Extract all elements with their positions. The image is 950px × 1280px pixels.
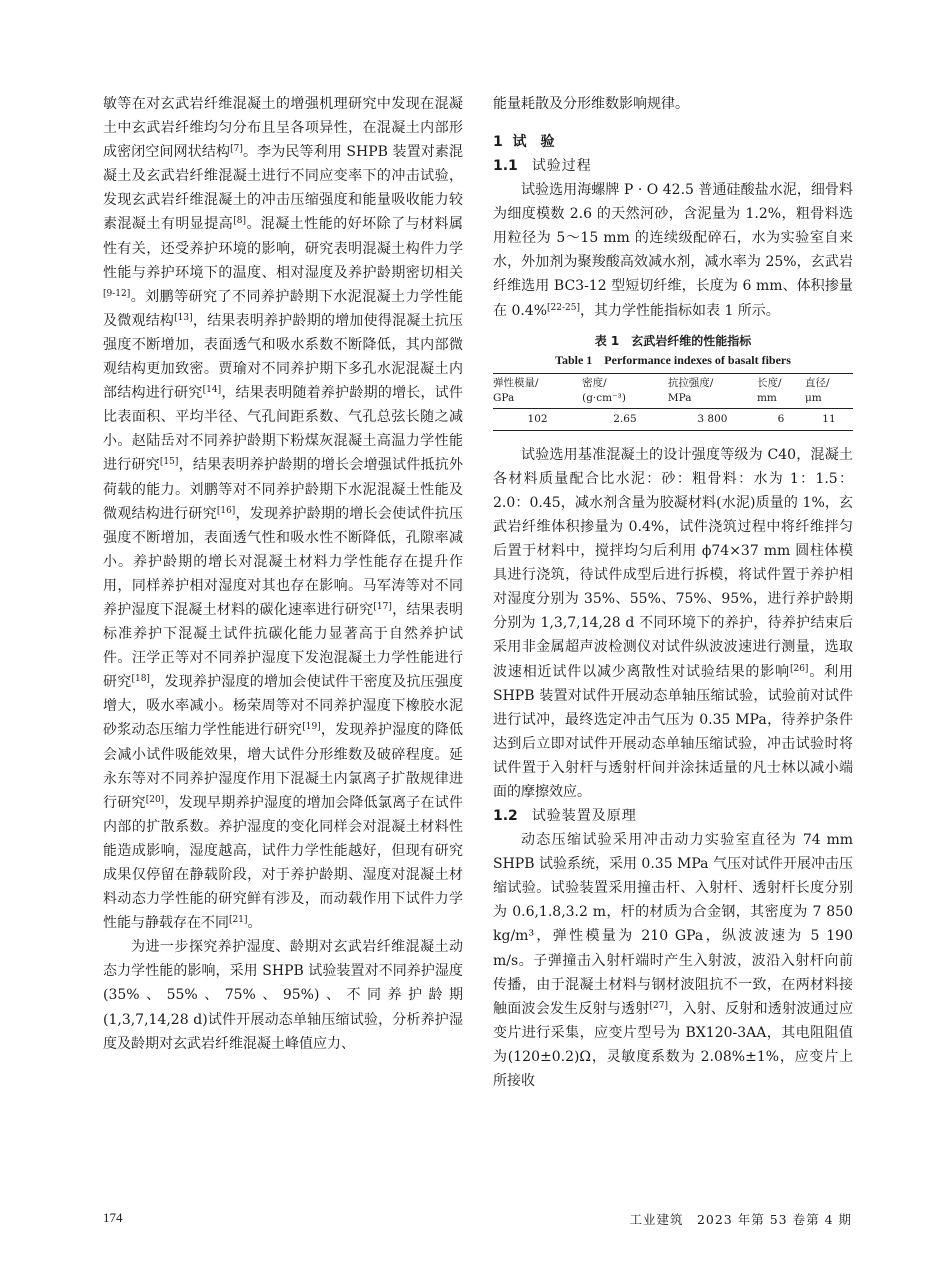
section-heading-experiment: 1 试 验 — [493, 134, 555, 151]
table-header-cell: 弹性模量/ GPa — [493, 373, 582, 408]
table-header-cell: 直径/ μm — [805, 373, 853, 408]
table-cell: 3 800 — [668, 408, 757, 430]
citation: [20] — [145, 794, 165, 805]
table-header-row — [493, 373, 853, 408]
left-column — [103, 92, 463, 1056]
citation: [9-12] — [103, 288, 131, 299]
citation: [16] — [216, 505, 236, 516]
right-column — [493, 92, 853, 1093]
citation: [26] — [789, 663, 809, 674]
table-header-cell: 密度/ (g·cm⁻³) — [582, 373, 668, 408]
fiber-properties-table — [493, 373, 853, 431]
citation: [13] — [174, 312, 193, 323]
table-header-cell: 抗拉强度/ MPa — [668, 373, 757, 408]
citation: [17] — [373, 601, 392, 612]
citation: [15] — [159, 457, 179, 468]
paragraph-purpose: 为进一步探究养护湿度、龄期对玄武岩纤维混凝土动态力学性能的影响，采用 SHPB 试验装置对不同养护湿度(35%、55%、75%、95%)、不同养护龄期(1,3,7,14,28 d)试件开展动态单轴压缩试验，分析养护湿度及龄期对玄武岩纤维混凝土峰值应力、 — [103, 939, 463, 1052]
citation: [19] — [302, 722, 321, 733]
paragraph-continued: 能量耗散及分形维数影响规律。 — [493, 96, 689, 112]
citation: [21] — [229, 915, 248, 926]
citation: [14] — [202, 385, 222, 396]
citation: [8] — [233, 216, 246, 227]
table-row — [493, 408, 853, 430]
citation: [22-25] — [547, 302, 580, 313]
citation: [18] — [131, 674, 150, 685]
paragraph-materials: 试验选用海螺牌 P · O 42.5 普通硅酸盐水泥，细骨料为细度模数 2.6 的天然河砂，含泥量为 1.2%，粗骨料选用粒径为 5～15 mm 的连续级配碎石，水为实验室自来水，外加剂为聚羧酸高效减水剂，减水率为 25%，玄武岩纤维选用 BC3-12 型短切纤维，长度为 6 mm、体积掺量在 0.4%[22-25]，其力学性能指标如表 1 所示。 — [493, 182, 853, 319]
subsection-heading-apparatus: 1.2 试验装置及原理 — [493, 808, 637, 825]
table-caption-en: Table 1 Performance indexes of basalt fibers — [555, 352, 791, 367]
table-caption-cn: 表 1 玄武岩纤维的性能指标 — [594, 333, 752, 348]
paragraph-shpb-setup: 动态压缩试验采用冲击动力实验室直径为 74 mm SHPB 试验系统，采用 0.35 MPa 气压对试件开展冲击压缩试验。试验装置采用撞击杆、入射杆、透射杆长度分别为 0.6,1.8,3.2 m，杆的材质为合金钢，其密度为 7 850 kg/m³，弹性模量为 210 GPa，纵波波速为 5 190 m/s。子弹撞击入射杆端时产生入射波，波沿入射杆向前传播，由于混凝土材料与钢材波阻抗不一致，在两材料接触面波会发生反射与透射[27]，入射、反射和透射波通过应变片进行采集，应变片型号为 BX120-3AA，其电阻阻值为(120±0.2)Ω，灵敏度系数为 2.08%±1%，应变片上所接收 — [493, 832, 854, 1089]
journal-info: 工业建筑 2023 年第 53 卷第 4 期 — [629, 1212, 852, 1227]
table-cell: 102 — [493, 408, 582, 430]
page-number: 174 — [103, 1210, 123, 1225]
table-header-cell: 长度/ mm — [757, 373, 805, 408]
paragraph-intro-review: 敏等在对玄武岩纤维混凝土的增强机理研究中发现在混凝土中玄武岩纤维均匀分布且呈各项异性，在混凝土内部形成密闭空间网状结构[7]。李为民等利用 SHPB 装置对素混凝土及玄武岩纤维混凝土进行不同应变率下的冲击试验，发现玄武岩纤维混凝土的冲击压缩强度和能量吸收能力较素混凝土有明显提高[8]。混凝土性能的好坏除了与材料属性有关，还受养护环境的影响，研究表明混凝土构件力学性能与养护环境下的温度、相对湿度及养护龄期密切相关[9-12]。刘鹏等研究了不同养护龄期下水泥混凝土力学性能及微观结构[13]，结果表明养护龄期的增加使得混凝土抗压强度不断增加，表面透气和吸水系数不断降低，其内部微观结构更加致密。贾瑜对不同养护期下多孔水泥混凝土内部结构进行研究[14]，结果表明随着养护龄期的增长，试件比表面积、平均半径、气孔间距系数、气孔总弦长随之减小。赵陆岳对不同养护龄期下粉煤灰混凝土高温力学性能进行研究[15]，结果表明养护龄期的增长会增强试件抵抗外荷载的能力。刘鹏等对不同养护龄期下水泥混凝土性能及微观结构进行研究[16]，发现养护龄期的增长会使试件抗压强度不断增加，表面透气性和吸水性不断降低，孔隙率减小。养护龄期的增长对混凝土材料力学性能存在提升作用，同样养护相对湿度对其也存在影响。马军涛等对不同养护湿度下混凝土材料的碳化速率进行研究[17]，结果表明标准养护下混凝土试件抗碳化能力显著高于自然养护试件。汪学正等对不同养护湿度下发泡混凝土力学性能进行研究[18]，发现养护湿度的增加会使试件干密度及抗压强度增大，吸水率减小。杨荣周等对不同养护湿度下橡胶水泥砂浆动态压缩力学性能进行研究[19]，发现养护湿度的降低会减小试件吸能效果，增大试件分形维数及破碎程度。延永东等对不同养护湿度作用下混凝土内氯离子扩散规律进行研究[20]，发现早期养护湿度的增加会降低氯离子在试件内部的扩散系数。养护湿度的变化同样会对混凝土材料性能造成影响，湿度越高，试件力学性能越好，但现有研究成果仅停留在静载阶段，对于养护龄期、湿度对混凝土材料动态力学性能的研究鲜有涉及，而动载作用下试件力学性能与静载存在不同[21]。 — [103, 96, 464, 932]
citation: [7] — [230, 144, 243, 155]
table-cell: 2.65 — [582, 408, 668, 430]
table-cell: 11 — [805, 408, 853, 430]
citation: [27] — [649, 1000, 669, 1011]
table-cell: 6 — [757, 408, 805, 430]
subsection-heading-process: 1.1 试验过程 — [493, 158, 592, 175]
paragraph-specimen-prep: 试验选用基准混凝土的设计强度等级为 C40，混凝土各材料质量配合比水泥：砂：粗骨料：水为 1：1.5：2.0：0.45，减水剂含量为胶凝材料(水泥)质量的 1%，玄武岩纤维体积掺量为 0.4%，试件浇筑过程中将纤维拌匀后置于材料中，搅拌均匀后利用 ϕ74×37 mm 圆柱体模具进行浇筑，待试件成型后进行拆模，将试件置于养护相对湿度分别为 35%、55%、75%、95%，进行养护龄期分别为 1,3,7,14,28 d 不同环境下的养护，待养护结束后采用非金属超声波检测仪对试件纵波波速进行测量，选取波速相近试件以减少离散性对试验结果的影响[26]。利用 SHPB 装置对试件开展动态单轴压缩试验，试验前对试件进行试冲，最终选定冲击气压为 0.35 MPa，待养护条件达到后立即对试件开展动态单轴压缩试验，冲击试验时将试件置于入射杆与透射杆间并涂抹适量的凡士林以减小端面的摩擦效应。 — [493, 446, 853, 800]
